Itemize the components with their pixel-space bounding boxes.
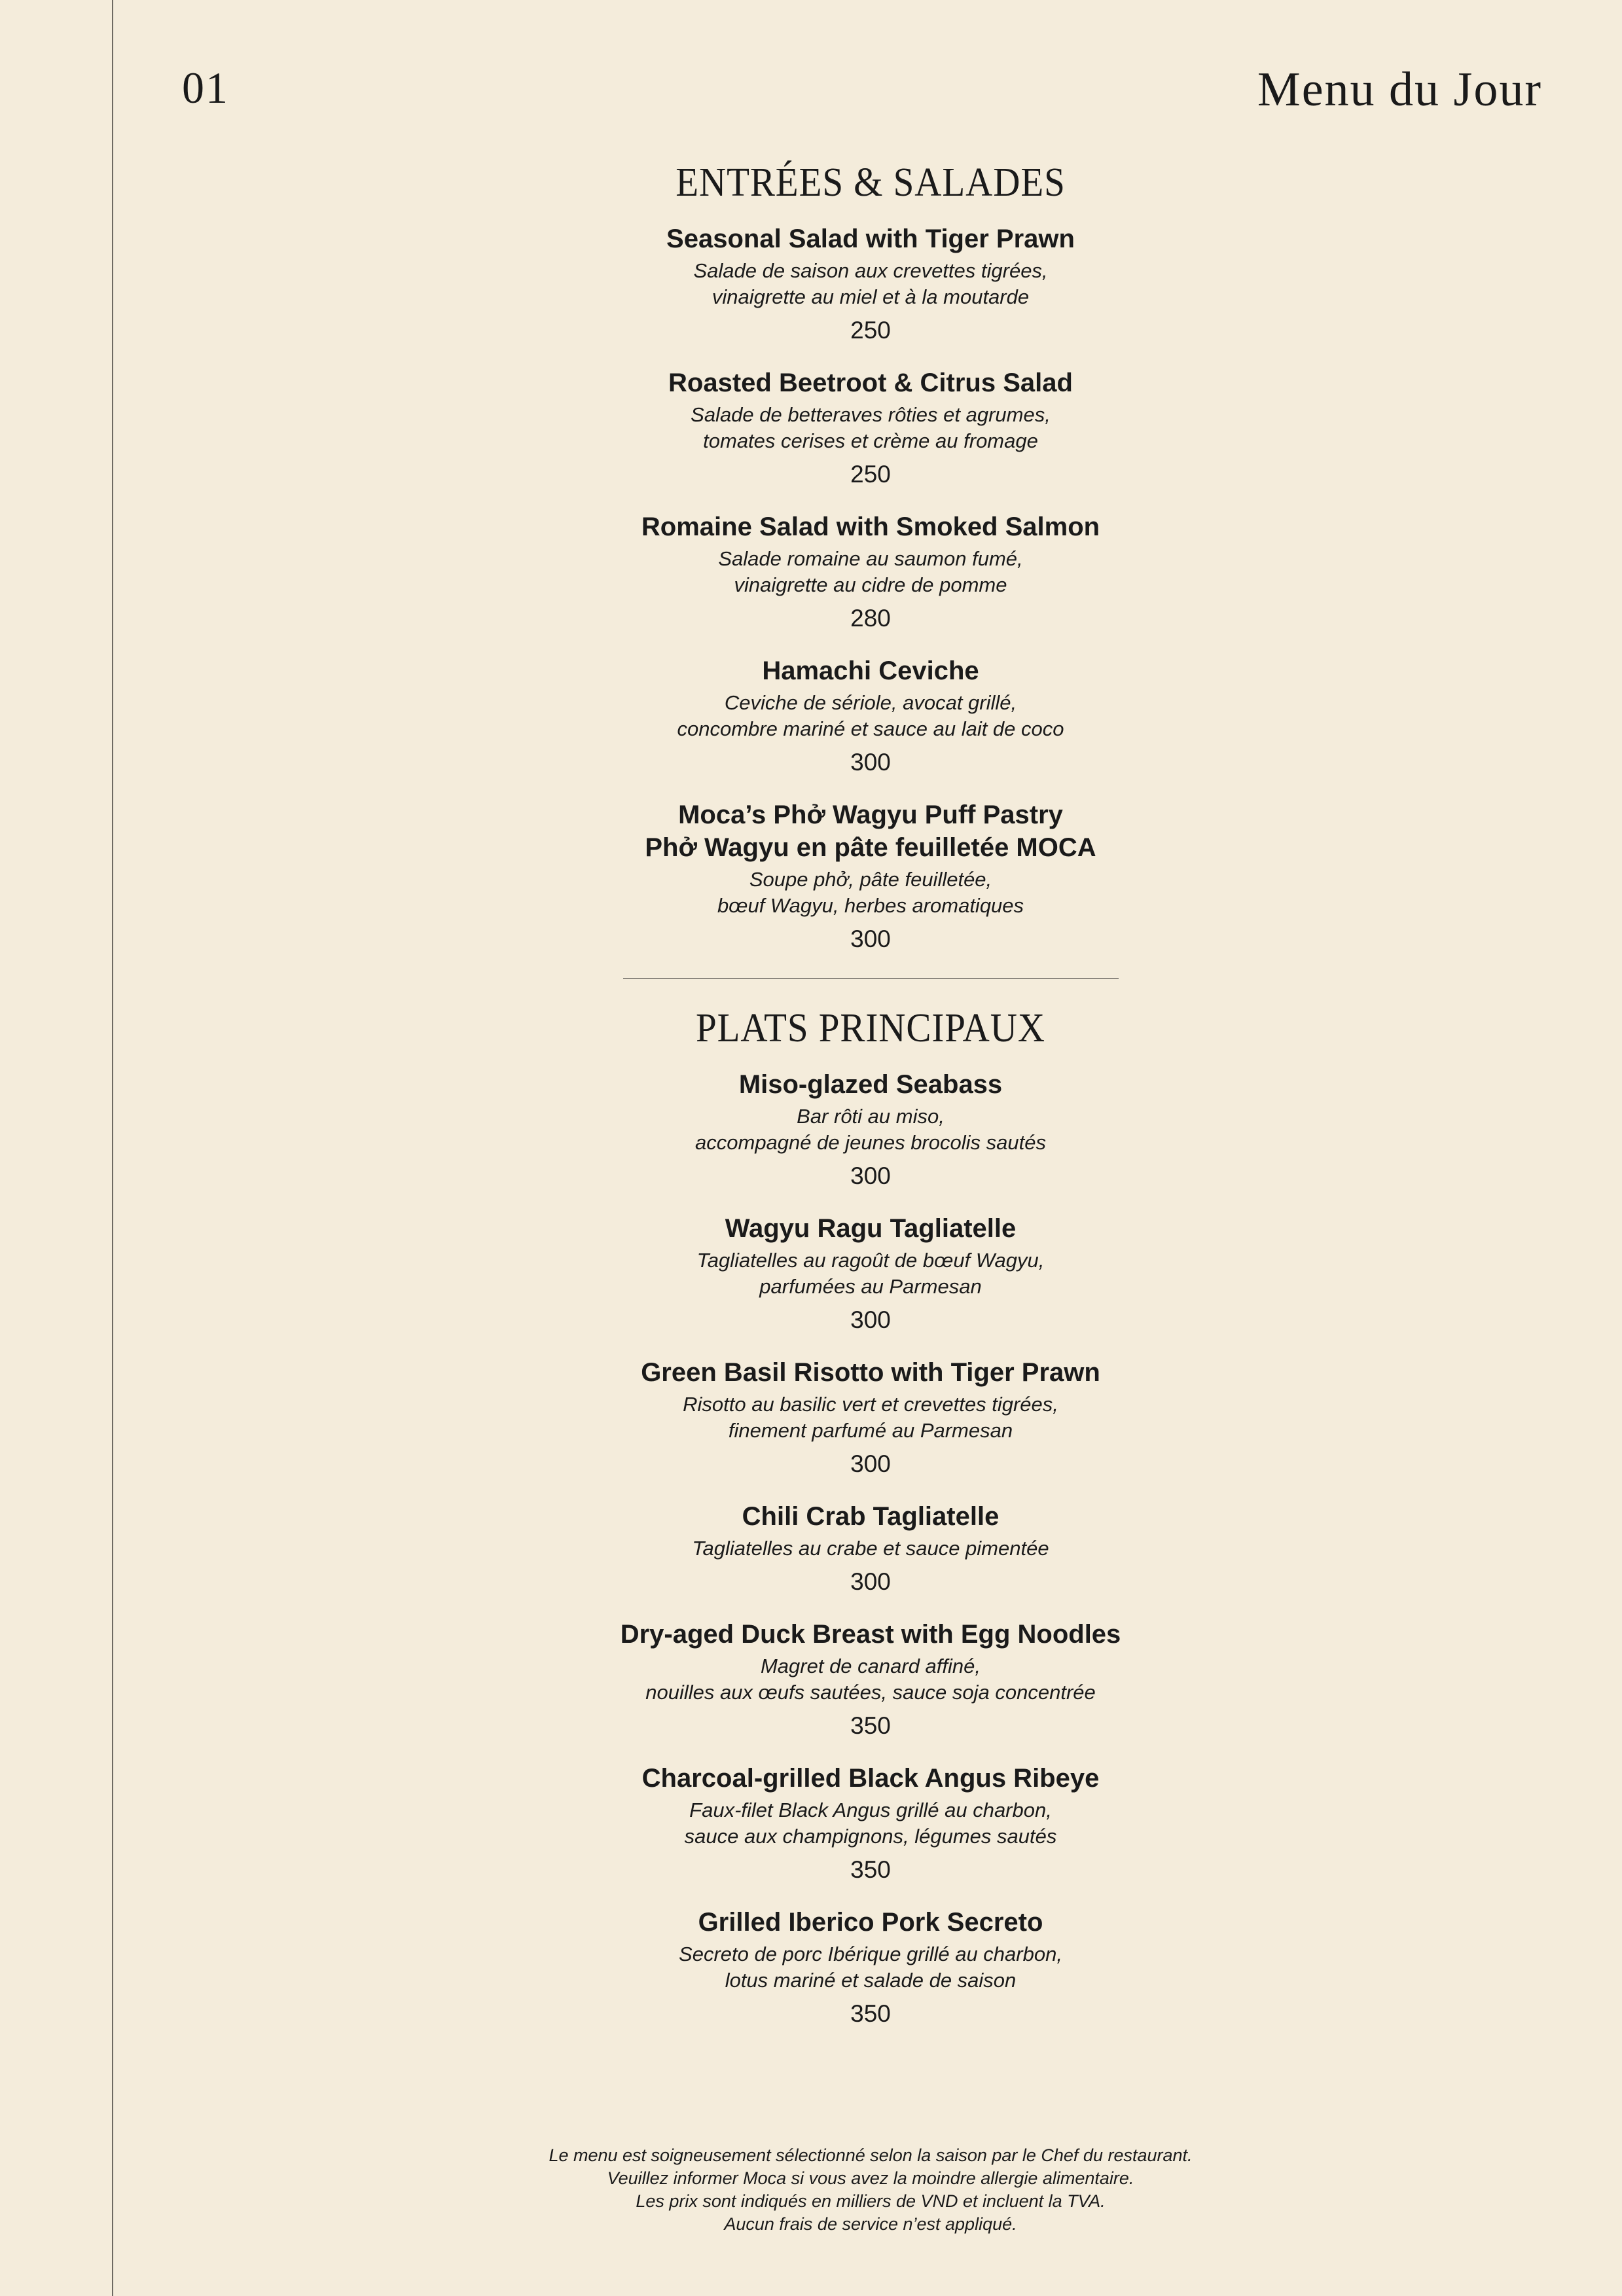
dish-item xyxy=(347,1906,1394,2030)
footer-line: Veuillez informer Moca si vous avez la moindre allergie alimentaire. xyxy=(607,2168,1134,2188)
dish-item xyxy=(347,1356,1394,1480)
section-entrees xyxy=(347,156,1394,956)
dish-description: Risotto au basilic vert et crevettes tigrées, finement parfumé au Parmesan xyxy=(683,1393,1058,1442)
dish-price: 250 xyxy=(850,461,891,488)
section-divider xyxy=(623,978,1119,979)
footer-note xyxy=(347,2144,1394,2236)
dish-name: Seasonal Salad with Tiger Prawn xyxy=(666,224,1075,253)
dish-name: Miso-glazed Seabass xyxy=(738,1070,1003,1099)
dish-name: Hamachi Ceviche xyxy=(762,656,979,685)
dish-name: Wagyu Ragu Tagliatelle xyxy=(725,1214,1017,1243)
dish-description: Soupe phở, pâte feuilletée, bœuf Wagyu, herbes aromatiques xyxy=(717,868,1024,917)
section-title: PLATS PRINCIPAUX xyxy=(695,1006,1046,1050)
dish-item xyxy=(347,1618,1394,1742)
footer-line: Le menu est soigneusement sélectionné selon la saison par le Chef du restaurant. xyxy=(549,2145,1193,2165)
dish-item xyxy=(347,367,1394,491)
dish-price: 300 xyxy=(850,1306,891,1333)
dish-description: Salade de saison aux crevettes tigrées, vinaigrette au miel et à la moutarde xyxy=(693,259,1048,308)
dish-price: 350 xyxy=(850,1712,891,1739)
dish-price: 300 xyxy=(850,925,891,952)
dish-description: Secreto de porc Ibérique grillé au charbon, lotus mariné et salade de saison xyxy=(679,1943,1062,1992)
dish-price: 350 xyxy=(850,2000,891,2027)
dish-description: Ceviche de sériole, avocat grillé, concombre mariné et sauce au lait de coco xyxy=(677,691,1064,740)
dish-price: 300 xyxy=(850,1450,891,1477)
dish-description: Salade de betteraves rôties et agrumes, tomates cerises et crème au fromage xyxy=(691,403,1051,452)
dish-name: Roasted Beetroot & Citrus Salad xyxy=(668,368,1073,397)
page-number: 01 xyxy=(182,63,229,113)
dish-item xyxy=(347,1212,1394,1336)
dish-description: Salade romaine au saumon fumé, vinaigrette au cidre de pomme xyxy=(718,547,1023,596)
dish-price: 280 xyxy=(850,605,891,632)
footer-line: Aucun frais de service n’est appliqué. xyxy=(724,2214,1017,2234)
section-plats xyxy=(347,1001,1394,2030)
dish-price: 350 xyxy=(850,1856,891,1883)
dish-name: Chili Crab Tagliatelle xyxy=(742,1502,1000,1531)
dish-item xyxy=(347,223,1394,347)
dish-name: Grilled Iberico Pork Secreto xyxy=(698,1908,1043,1937)
dish-description: Tagliatelles au ragoût de bœuf Wagyu, parfumées au Parmesan xyxy=(696,1249,1045,1298)
dish-price: 300 xyxy=(850,1162,891,1189)
footer-line: Les prix sont indiqués en milliers de VND et incluent la TVA. xyxy=(636,2191,1106,2211)
dish-description: Magret de canard affiné, nouilles aux œufs sautées, sauce soja concentrée xyxy=(645,1655,1096,1704)
dish-name: Charcoal-grilled Black Angus Ribeye xyxy=(641,1764,1100,1793)
dish-list xyxy=(347,1068,1394,2030)
margin-rule xyxy=(112,0,113,2296)
menu-content xyxy=(347,156,1394,2050)
dish-name: Green Basil Risotto with Tiger Prawn xyxy=(641,1358,1100,1387)
dish-price: 250 xyxy=(850,317,891,344)
dish-description: Tagliatelles au crabe et sauce pimentée xyxy=(692,1537,1049,1560)
dish-name: Moca’s Phở Wagyu Puff Pastry Phở Wagyu en pâte feuilletée MOCA xyxy=(645,800,1096,862)
dish-price: 300 xyxy=(850,1568,891,1595)
page-title: Menu du Jour xyxy=(1257,63,1542,117)
section-title: ENTRÉES & SALADES xyxy=(676,160,1066,205)
dish-item xyxy=(347,655,1394,779)
dish-item xyxy=(347,798,1394,956)
dish-price: 300 xyxy=(850,749,891,776)
dish-item xyxy=(347,511,1394,635)
dish-description: Faux-filet Black Angus grillé au charbon, sauce aux champignons, légumes sautés xyxy=(684,1799,1057,1848)
dish-list xyxy=(347,223,1394,956)
dish-name: Dry-aged Duck Breast with Egg Noodles xyxy=(620,1620,1121,1649)
dish-item xyxy=(347,1500,1394,1598)
dish-item xyxy=(347,1762,1394,1886)
dish-name: Romaine Salad with Smoked Salmon xyxy=(641,512,1100,541)
dish-item xyxy=(347,1068,1394,1193)
dish-description: Bar rôti au miso, accompagné de jeunes brocolis sautés xyxy=(695,1105,1046,1154)
